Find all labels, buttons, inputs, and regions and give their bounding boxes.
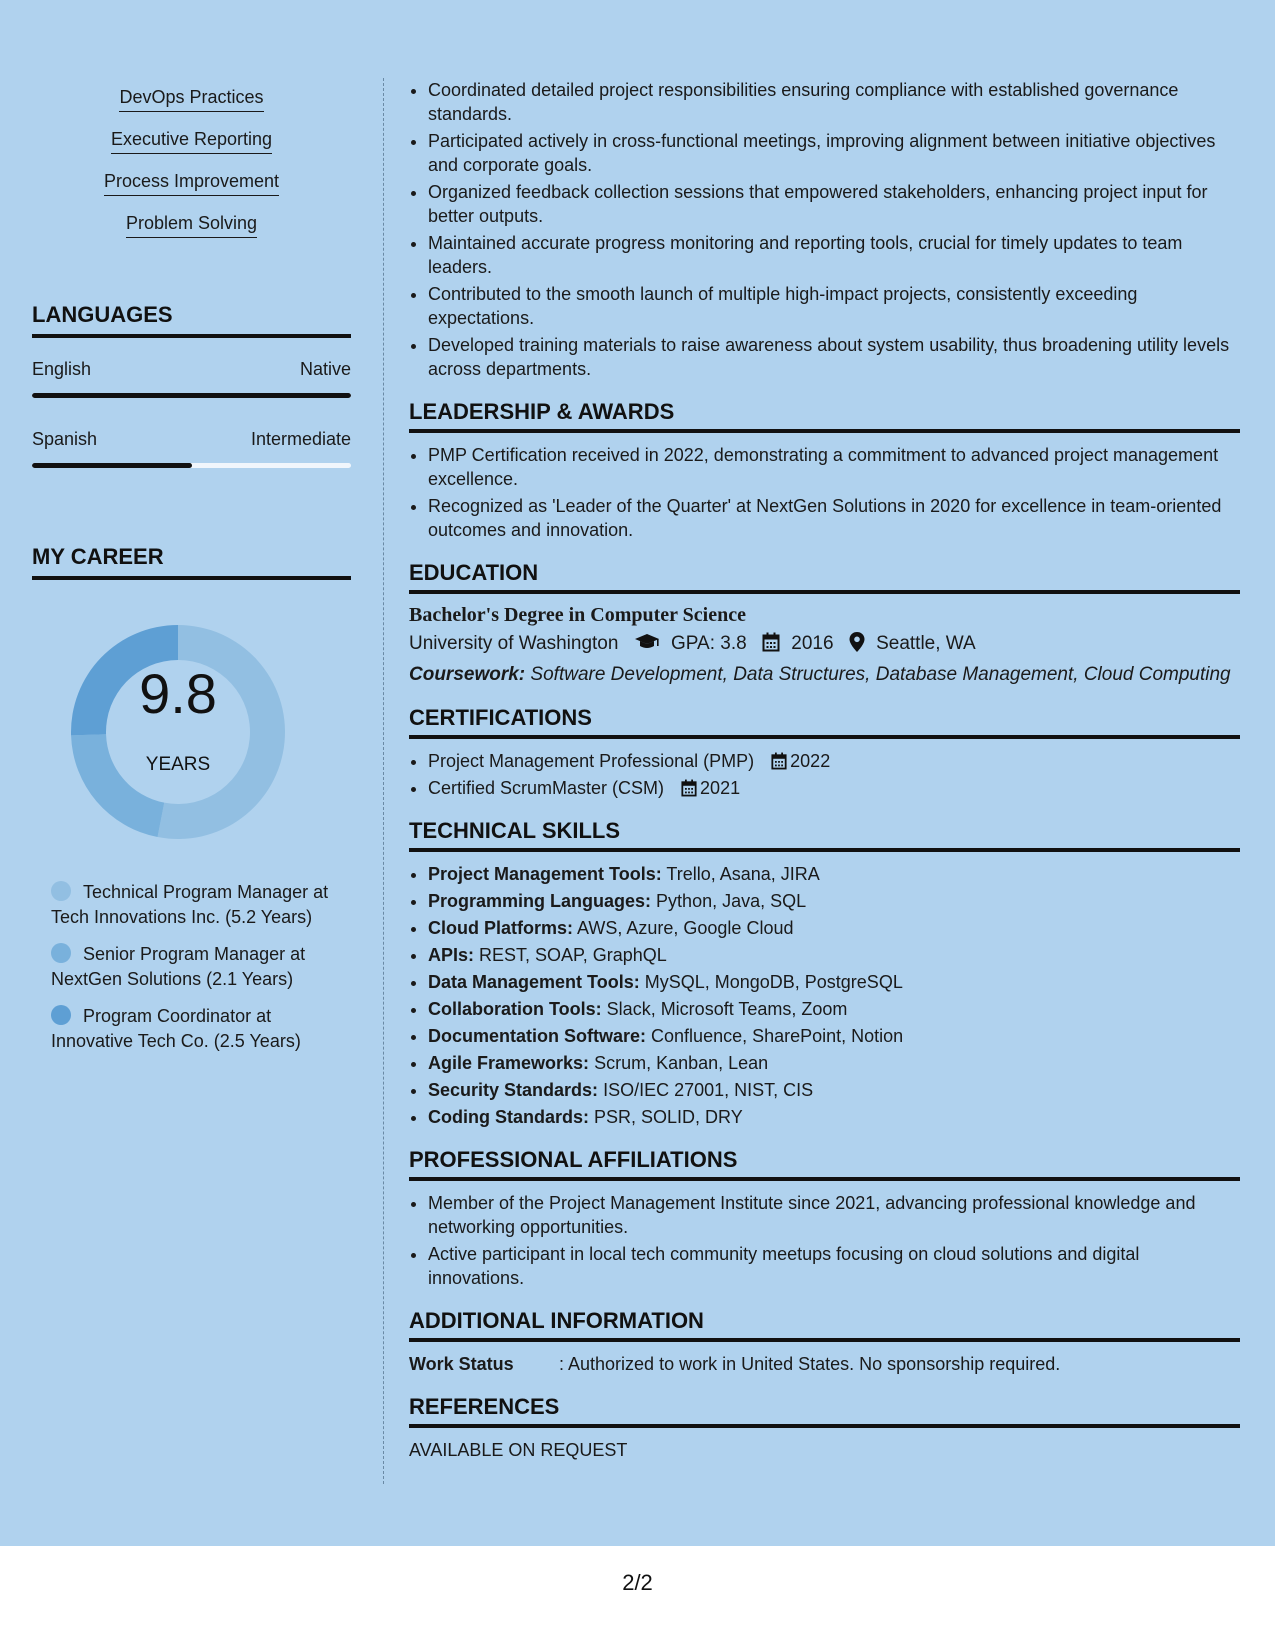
donut-slice-1 (71, 734, 164, 837)
affiliations-heading: PROFESSIONAL AFFILIATIONS (409, 1147, 1240, 1181)
page-number: 2/2 (622, 1570, 653, 1595)
affiliation-item: • Member of the Project Management Institute since 2021, advancing professional knowledge and networking opportunities. (428, 1191, 1240, 1239)
language-name: English (32, 359, 92, 379)
technical-skill-label: Data Management Tools: (428, 972, 640, 992)
technical-skill-label: APIs: (428, 945, 475, 965)
technical-skill (428, 997, 1240, 1021)
additional-info-heading: ADDITIONAL INFORMATION (409, 1308, 1240, 1342)
technical-skills-heading: TECHNICAL SKILLS (409, 818, 1240, 852)
skills-list (32, 86, 351, 254)
technical-skill (428, 1051, 1240, 1075)
education-details (409, 631, 1240, 657)
career-legend-item (51, 942, 331, 992)
career-legend-item (51, 880, 331, 930)
technical-skill (428, 889, 1240, 913)
technical-skill-value: MySQL, MongoDB, PostgreSQL (644, 972, 903, 992)
leadership-item: • PMP Certification received in 2022, demonstrating a commitment to advanced project management excellence. (428, 443, 1240, 491)
technical-skill-label: Agile Frameworks: (428, 1053, 590, 1073)
certification-name: Project Management Professional (PMP) (428, 751, 755, 771)
technical-skill-value: AWS, Azure, Google Cloud (577, 918, 794, 938)
leadership-heading: LEADERSHIP & AWARDS (409, 399, 1240, 433)
career-donut-chart (66, 620, 290, 844)
experience-bullet: • Contributed to the smooth launch of multiple high-impact projects, consistently exceeding expectations. (428, 282, 1240, 330)
work-status-label: Work Status (409, 1354, 514, 1374)
work-status-value: : Authorized to work in United States. No sponsorship required. (559, 1354, 1061, 1374)
technical-skill-value: REST, SOAP, GraphQL (479, 945, 667, 965)
technical-skill-value: ISO/IEC 27001, NIST, CIS (603, 1080, 814, 1100)
education-heading: EDUCATION (409, 560, 1240, 594)
technical-skill-label: Cloud Platforms: (428, 918, 574, 938)
technical-skill-label: Project Management Tools: (428, 864, 662, 884)
career-total-unit: YEARS (145, 754, 211, 775)
calendar-icon (762, 632, 780, 652)
languages-heading: LANGUAGES (32, 302, 351, 338)
certifications-list (409, 749, 1240, 800)
technical-skill (428, 943, 1240, 967)
certification-item (428, 776, 1240, 800)
leadership-list (409, 443, 1240, 542)
skill-item: Executive Reporting (111, 128, 272, 154)
career-legend-text: Program Coordinator at Innovative Tech Co. (2.5 Years) (51, 1006, 301, 1051)
references-text: AVAILABLE ON REQUEST (409, 1440, 628, 1460)
experience-bullet: • Coordinated detailed project responsibilities ensuring compliance with established governance standards. (428, 78, 1240, 126)
experience-bullet: • Maintained accurate progress monitoring and reporting tools, crucial for timely updates to team leaders. (428, 231, 1240, 279)
language-name: Spanish (32, 429, 98, 449)
skill-item: DevOps Practices (119, 86, 263, 112)
technical-skill (428, 1105, 1240, 1129)
skill-item: Process Improvement (104, 170, 279, 196)
certifications-heading: CERTIFICATIONS (409, 705, 1240, 739)
main-content (409, 78, 1240, 1461)
location-pin-icon (849, 632, 865, 652)
certification-year: 2022 (790, 751, 831, 771)
technical-skill-value: PSR, SOLID, DRY (594, 1107, 743, 1127)
work-status-row (409, 1352, 1240, 1376)
technical-skill (428, 862, 1240, 886)
experience-bullets (409, 78, 1240, 381)
skill-item: Problem Solving (126, 212, 257, 238)
legend-dot-icon (51, 1005, 71, 1025)
career-legend-item (51, 1004, 331, 1054)
column-divider (383, 78, 384, 1484)
language-bar (32, 393, 351, 398)
graduation-cap-icon (634, 632, 660, 652)
legend-dot-icon (51, 881, 71, 901)
references-heading: REFERENCES (409, 1394, 1240, 1428)
graduation-year: 2016 (791, 633, 834, 654)
calendar-icon (771, 752, 787, 770)
technical-skill-value: Trello, Asana, JIRA (666, 864, 820, 884)
technical-skill (428, 1024, 1240, 1048)
technical-skill-value: Python, Java, SQL (656, 891, 807, 911)
technical-skill-value: Slack, Microsoft Teams, Zoom (606, 999, 848, 1019)
language-level: Native (299, 359, 351, 379)
career-legend-text: Technical Program Manager at Tech Innovations Inc. (5.2 Years) (51, 882, 329, 927)
degree-title: Bachelor's Degree in Computer Science (409, 604, 746, 626)
technical-skill (428, 1078, 1240, 1102)
language-level: Intermediate (250, 429, 351, 449)
career-legend (51, 880, 331, 1066)
coursework-label: Coursework: (409, 664, 526, 685)
technical-skill-label: Collaboration Tools: (428, 999, 602, 1019)
coursework (409, 663, 1240, 687)
career-heading: MY CAREER (32, 544, 351, 580)
gpa: GPA: 3.8 (671, 633, 747, 654)
technical-skill-value: Scrum, Kanban, Lean (594, 1053, 769, 1073)
language-bar-fill (32, 463, 192, 468)
experience-bullet: • Developed training materials to raise awareness about system usability, thus broadening utility levels across departments. (428, 333, 1240, 381)
technical-skill-label: Security Standards: (428, 1080, 599, 1100)
school-name: University of Washington (409, 633, 619, 654)
technical-skill-label: Programming Languages: (428, 891, 652, 911)
legend-dot-icon (51, 943, 71, 963)
experience-bullet: • Participated actively in cross-functional meetings, improving alignment between initiative objectives and corporate goals. (428, 129, 1240, 177)
school-location: Seattle, WA (876, 633, 976, 654)
leadership-item: • Recognized as 'Leader of the Quarter' at NextGen Solutions in 2020 for excellence in team-oriented outcomes and innovation. (428, 494, 1240, 542)
certification-year: 2021 (700, 778, 741, 798)
language-bar (32, 463, 351, 468)
technical-skills-list (409, 862, 1240, 1129)
calendar-icon (681, 779, 697, 797)
certification-name: Certified ScrumMaster (CSM) (428, 778, 665, 798)
technical-skill (428, 970, 1240, 994)
affiliation-item: • Active participant in local tech community meetups focusing on cloud solutions and digital innovations. (428, 1242, 1240, 1290)
technical-skill (428, 916, 1240, 940)
technical-skill-label: Coding Standards: (428, 1107, 589, 1127)
language-bar-fill (32, 393, 351, 398)
career-legend-text: Senior Program Manager at NextGen Solutions (2.1 Years) (51, 944, 306, 989)
certification-item (428, 749, 1240, 773)
technical-skill-label: Documentation Software: (428, 1026, 647, 1046)
page-footer (0, 1546, 1275, 1650)
career-total-years: 9.8 (139, 662, 217, 725)
coursework-text: Software Development, Data Structures, Database Management, Cloud Computing (530, 664, 1231, 685)
technical-skill-value: Confluence, SharePoint, Notion (651, 1026, 904, 1046)
experience-bullet: • Organized feedback collection sessions that empowered stakeholders, enhancing project input for better outputs. (428, 180, 1240, 228)
affiliations-list (409, 1191, 1240, 1290)
